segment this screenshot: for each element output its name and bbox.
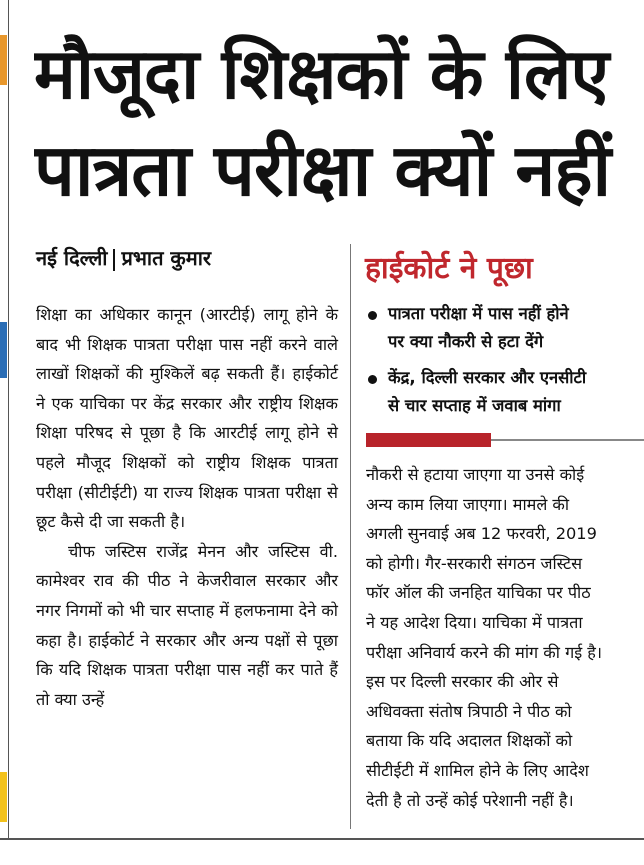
article-line: सीटीईटी में शामिल होने के लिए आदेश	[366, 760, 589, 780]
article-line: परीक्षा अनिवार्य करने की मांग की गई है।	[366, 642, 603, 662]
article-line: फॉर ऑल की जनहित याचिका पर पीठ	[366, 583, 591, 603]
headline-line-1: मौजूदा शिक्षकों के लिए	[34, 33, 609, 115]
sidebar-heading: हाईकोर्ट ने पूछा	[365, 251, 533, 286]
article-paragraph-1: शिक्षा का अधिकार कानून (आरटीई) लागू होने के बाद भी शिक्षक पात्रता परीक्षा पास नहीं करने वाले लाखों शिक्षकों की मुश्किलें बढ़ सकती हैं। हाईकोर्ट ने एक याचिका पर केंद्र सरकार और राष्ट्रीय शिक्षक शिक्षा परिषद से पूछा है कि आरटीई लागू होने से पहले मौजूद शिक्षकों को राष्ट्रीय शिक्षक पात्रता परीक्षा (सीटीईटी) या राज्य शिक्षक पात्रता परीक्षा से छूट कैसे दी जा सकती है।	[36, 305, 338, 532]
byline-author: प्रभात कुमार	[121, 246, 212, 270]
article-line: को होगी। गैर-सरकारी संगठन जस्टिस	[366, 553, 583, 573]
bullet-line: केंद्र, दिल्ली सरकार और एनसीटी	[388, 368, 587, 387]
article-line: बताया कि यदि अदालत शिक्षकों को	[366, 731, 573, 751]
edge-tab-blue	[0, 322, 7, 378]
sidebar-bullet-item	[366, 364, 644, 420]
article-line: देती है तो उन्हें कोई परेशानी नहीं है।	[366, 790, 574, 810]
byline	[36, 244, 211, 271]
page-edge-strip	[0, 0, 9, 838]
bullet-dot-icon	[368, 311, 377, 320]
sidebar-bullet-list	[366, 300, 644, 428]
headline-line-2: पात्रता परीक्षा क्यों नहीं	[34, 128, 611, 212]
bullet-line: से चार सप्ताह में जवाब मांगा	[388, 396, 561, 415]
sidebar-bullet-item	[366, 300, 644, 356]
article-line: नौकरी से हटाया जाएगा या उनसे कोई	[366, 465, 585, 484]
bullet-line: पर क्या नौकरी से हटा देंगे	[388, 332, 544, 351]
article-body-right	[366, 460, 644, 815]
article-paragraph-2: चीफ जस्टिस राजेंद्र मेनन और जस्टिस वी. कामेश्वर राव की पीठ ने केजरीवाल सरकार और नगर निगमों को भी चार सप्ताह में हलफनामा देने को कहा है। हाईकोर्ट ने सरकार और अन्य पक्षों से पूछा कि यदि शिक्षक पात्रता परीक्षा पास नहीं कर पाते हैं तो क्या उन्हें	[36, 541, 338, 709]
article-line: इस पर दिल्ली सरकार की ओर से	[366, 672, 559, 692]
bullet-dot-icon	[368, 375, 377, 384]
article-line: अन्य काम लिया जाएगा। मामले की	[366, 494, 570, 514]
bullet-line: पात्रता परीक्षा में पास नहीं होने	[388, 304, 569, 323]
page-bottom-rule	[0, 838, 644, 840]
edge-tab-yellow	[0, 772, 7, 822]
article-body-left	[36, 300, 338, 714]
section-rule	[491, 439, 644, 441]
article-line: अधिवक्ता संतोष त्रिपाठी ने पीठ को	[366, 701, 572, 721]
column-divider	[350, 244, 351, 829]
article-line: ने यह आदेश दिया। याचिका में पात्रता	[366, 612, 583, 632]
article-line: अगली सुनवाई अब 12 फरवरी, 2019	[366, 524, 597, 544]
section-accent-bar	[366, 433, 491, 447]
edge-tab-orange	[0, 35, 7, 85]
byline-separator	[113, 249, 115, 271]
byline-place: नई दिल्ली	[36, 246, 108, 270]
